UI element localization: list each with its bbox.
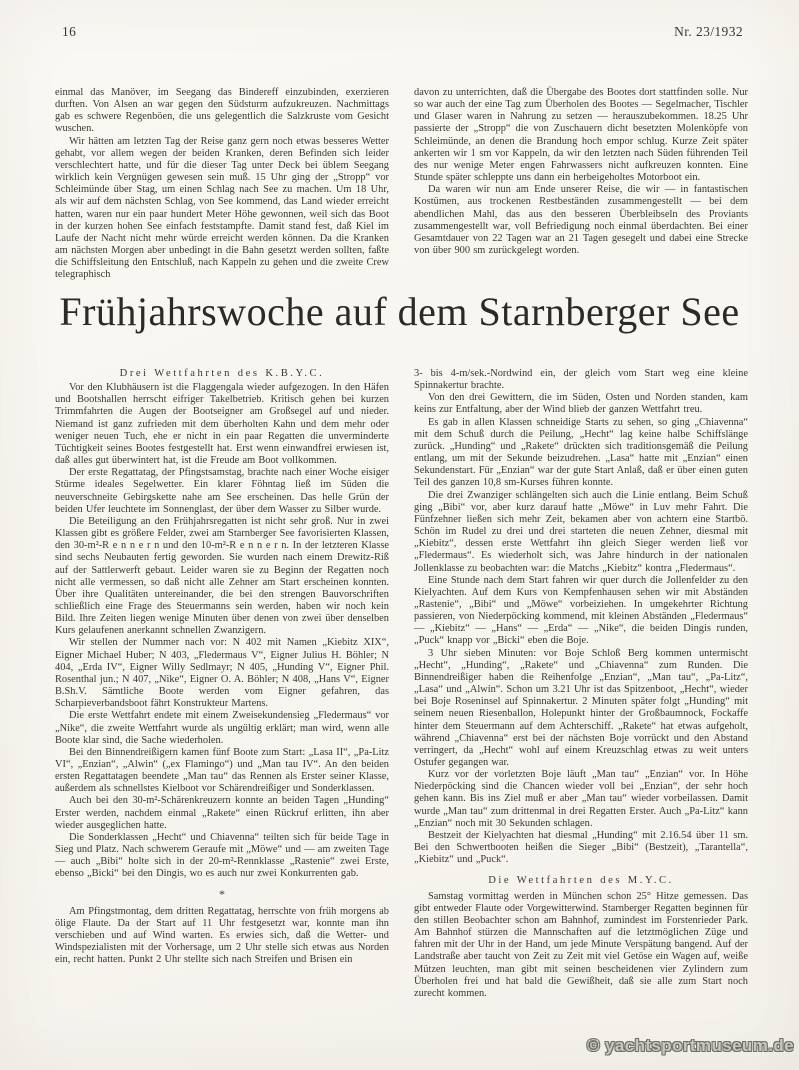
paragraph: Die Beteiligung an den Frühjahrsregatten ist nicht sehr groß. Nur in zwei Klassen gibt es größere Felder, zwei am Starnberger See favorisierten Klassen, den 30-m²-R e n n e r n und den 10-m²-R e n n e r n. In der letzteren Klasse sind sechs Neubauten fertig geworden. Sie wurden nach einem Drewitz-Riß auf der Sattlerwerft gebaut. Leider waren sie zu Beginn der Regatten noch nicht alle vermessen, so daß nicht alle Zehner am Start erscheinen konnten. Über ihre Qualitäten untereinander, die bei den strengen Bauvorschriften schließlich eine Frage des Steuermanns sein werden, haben wir noch kein Bild. Ihre Zeiten liegen wenige Minuten über denen von zwei über denselben Kurs gelaufenen anerkannt schnellen Zwanzigern.	[55, 515, 389, 637]
issue-number: Nr. 23/1932	[674, 24, 743, 39]
paragraph: 3 Uhr sieben Minuten: vor Boje Schloß Berg kommen untermischt „Hecht“, „Hunding“, „Rakete“ und „Chiavenna“ zum Runden. Die Binnendreißiger haben die Reihenfolge „Enzian“, „Man tau“, „Pa-Litz“, „Lasa“ und „Alwin“. Schon um 3.21 Uhr ist das Spitzenboot, „Hecht“, wieder bei Boje Roseninsel auf Spinnakertur. 2 Minuten später folgt „Hunding“ mit seinem neuen Riesenballon, Holepunkt hinter der Großbaumnock, Fockaffe hinter dem Steuermann auf dem Achterschiff. „Rakete“ hat etwas aufgeholt, während „Chiavenna“ erst bei der nächsten Boje vorrückt und den Abstand verringert, da „Hecht“ wohl auf einem Kreuzschlag etwas zu weit unters Ostufer gegangen war.	[414, 647, 748, 768]
kbyc-section-heading: Drei Wettfahrten des K.B.Y.C.	[119, 368, 325, 379]
page-number: 16	[62, 24, 77, 39]
section-separator-star: *	[219, 886, 225, 901]
paragraph: Am Pfingstmontag, dem dritten Regattatag, herrschte von früh morgens ab ölige Flaute. Da der Start auf 11 Uhr festgesetzt war, konnte man ihn verschieben und auf Wind warten. Es erwies sich, daß die Wetter- und Windspezialisten mit der Vorhersage, um 2 Uhr stelle sich etwas aus Norden ein, recht hatten. Punkt 2 Uhr stellte sich nach Streifen und Brisen ein	[55, 905, 389, 966]
main-article-section	[55, 368, 748, 1000]
paragraph: Samstag vormittag werden in München schon 25° Hitze gemessen. Das gibt entweder Flaute oder Vorgewitterwind. Starnberger Regatten beginnen für den stillen Beobachter schon am Bahnhof, zumindest im Forstenrieder Park. Am Bahnhof stürzen die Mannschaften auf die letztmöglichen Züge und fahren mit der Uhr in der Hand, um jede Minute Verspätung bangend. Auf der Landstraße aber taucht von Zeit zu Zeit mit viel Getöse ein Wagen auf, weiße Mützen leuchten, man gibt mit seinen bescheidenen vier Zylindern zum Überholen frei und hat bald die Gewißheit, daß sie alle zum Start noch zurecht kommen.	[414, 890, 748, 999]
paragraph: Die Sonderklassen „Hecht“ und Chiavenna“ teilten sich für beide Tage in Sieg und Platz. Nach schwerem Geraufe mit „Möwe“ und — am zweiten Tage — auch „Bibi“ holte sich in der 20-m²-Rennklasse „Rastenie“ zwei Erste, ebenso „Bicki“ bei den Dingis, wo es auch nur zwei Konkurrenten gab.	[55, 831, 389, 880]
paragraph: Die drei Zwanziger schlängelten sich auch die Linie entlang. Beim Schuß ging „Bibi“ vor, aber kurz darauf hatte „Möwe“ in Luv mehr Fahrt. Die Fünfzehner ließen sich mehr Zeit, bekamen aber von achtern eine Startbö. Schön im Rudel zu drei und drei starteten die neuen Zehner, diesmal mit „Kiebitz“, dessen erste Wettfahrt ihn gleich Sieger werden ließ vor „Fledermaus“. Es wiederholt sich, was Jahre hindurch in der nationalen Jollenklasse zu beobachten war: die Matchs „Kiebitz“ kontra „Fledermaus“.	[414, 489, 748, 574]
paragraph: davon zu unterrichten, daß die Übergabe des Bootes dort stattfinden solle. Nur so war auch der eine Tag zum Überholen des Bootes — Segelmacher, Tischler und Glaser waren in Nahrung zu setzen — herauszubekommen. 18.25 Uhr passierte der „Stropp“ die von Zuschauern dicht besetzten Molenköpfe von Schleimünde, an denen die Brandung hoch empor schlug. Kurze Zeit später ankerten wir 1 sm vor Kappeln, da wir den letzten nach Süden führenden Teil des nur wenige Meter engen Fahrwassers nicht aufkreuzen konnten. Eine Stunde später schleppte uns dann ein herbeigeholtes Motorboot ein.	[414, 87, 748, 184]
page-header	[62, 24, 743, 40]
continued-article-right-column	[414, 87, 748, 282]
article-headline: Frühjahrswoche auf dem Starnberger See	[59, 289, 740, 334]
paragraph: Auch bei den 30-m²-Schärenkreuzern konnte an beiden Tagen „Hunding“ Erster werden, nachdem einmal „Rakete“ einen Rückruf erlitten, ihn aber wieder ausgeglichen hatte.	[55, 795, 389, 831]
continued-article-left-column	[55, 87, 389, 282]
paragraph: Es gab in allen Klassen schneidige Starts zu sehen, so ging „Chiavenna“ mit dem Schuß durch die Peilung, „Hecht“ lag keine halbe Schiffslänge zurück. „Hunding“ und „Rakete“ drückten sich traditionsgemäß die Peilung entlang, um mit der Sekunde beizudrehen. „Lasa“ hatte mit „Enzian“ einen Sekundenstart. Für „Enzian“ war der gute Start Anlaß, daß er über einen guten Teil des ganzen 10,8 sm-Kurses führen konnte.	[414, 416, 748, 489]
paragraph: Da waren wir nun am Ende unserer Reise, die wir — in fantastischen Kostümen, aus trockenen Restbeständen zusammengestellt — bei dem abendlichen Mahl, das aus den besseren Überbleibseln des Proviants zusammengestellt war, voll Befriedigung noch einmal überdachten. Bei einer Gesamtdauer von 22 Tagen war an 21 Tagen gesegelt und dabei eine Strecke von über 900 sm zurückgelegt worden.	[414, 184, 748, 257]
main-article-right-column	[414, 368, 748, 1000]
kbyc-paragraphs-after-separator	[55, 906, 389, 967]
paragraph: Wir hätten am letzten Tag der Reise ganz gern noch etwas besseres Wetter gehabt, vor allem wegen der beiden Kranken, deren Befinden sich leider verschlechtert hatte, und für die dieser Tag unter Deck bei üblem Seegang wirklich kein Vergnügen gewesen sein muß. 15 Uhr ging der „Stropp“ vor Schleimünde über Stag, um einen Schlag nach See zu machen. Um 18 Uhr, als wir auf dem nächsten Schlag, von See kommend, das Land wieder erreicht hatten, waren nur ein paar hundert Meter Höhe gewonnen, weil sich das Boot in der kurzen hohen See einfach feststampfte. Damit stand fest, daß Kiel im Laufe der Nacht nicht mehr würde erreicht werden können. Da die Kranken am nächsten Morgen aber unbedingt in die Bahn gesetzt werden sollten, faßte die Schiffsleitung den Entschluß, nach Kappeln zu gehen und die zweite Crew telegraphisch	[55, 135, 389, 281]
paragraph: Wir stellen der Nummer nach vor: N 402 mit Namen „Kiebitz XIX“, Eigner Michael Huber; N 403, „Fledermaus V“, Eigner Julius H. Böhler; N 404, „Erda IV“, Eigner Willy Sedlmayr; N 405, „Hunding V“, Eigner Phil. Rosenthal jun.; N 407, „Nike“, Eigner O. A. Böhler; N 408, „Hans V“, Eigner B.Sh.V. Sämtliche Boote werden vom Eigner gefahren, das Scharpieverbandsboot fährt Konstrukteur Martens.	[55, 637, 389, 710]
paragraph: Die erste Wettfahrt endete mit einem Zweisekundensieg „Fledermaus“ vor „Nike“, die zweite Wettfahrt wurde als ungültig erklärt; man wird, wenn alle Boote klar sind, die Sache wiederholen.	[55, 710, 389, 746]
paragraph: 3- bis 4-m/sek.-Nordwind ein, der gleich vom Start weg eine kleine Spinnakertur brachte.	[414, 368, 748, 392]
main-article-left-column	[55, 368, 389, 1000]
paragraph: Von den drei Gewittern, die im Süden, Osten und Norden standen, kam keins zur Entfaltung, aber der Wind blieb der ganzen Wettfahrt treu.	[414, 392, 748, 416]
paragraph: Vor den Klubhäusern ist die Flaggengala wieder aufgezogen. In den Häfen und Bootshallen herrscht eifriger Takelbetrieb. Kritisch gehen bei kurzen Trimmfahrten die Augen der Bootseigner am Großsegel auf und nieder. Niemand ist ganz zufrieden mit dem überholten Kahn und dem mehr oder weniger neuen Tuch, ehe er nicht in ein paar Regatten die unverminderte Tüchtigkeit seines Bootes festgestellt hat. Erst wenn einwandfrei erwiesen ist, daß alles gut überwintert hat, ist die Freude am Boot vollkommen.	[55, 382, 389, 467]
paragraph: Kurz vor der vorletzten Boje läuft „Man tau“ „Enzian“ vor. In Höhe Niederpöcking sind die Chancen wieder voll bei „Enzian“, der sehr hoch gehen kann. Bis ins Ziel muß er aber „Man tau“ wieder vorbeilassen. Damit wurde „Man tau“ zum drittenmal in drei Regatten Erster. Auch „Pa-Litz“ kann „Enzian“ noch mit 30 Sekunden schlagen.	[414, 769, 748, 829]
paragraph: Der erste Regattatag, der Pfingstsamstag, brachte nach einer Woche eisiger Stürme ideales Segelwetter. Ein klarer Föhntag ließ im Süden die neuverschneite Gebirgskette nahe am See erscheinen. Das helle Grün der beiden Ufer leuchtete im Sonnenglast, der über dem Wasser zu Silber wurde.	[55, 467, 389, 515]
kbyc-paragraphs	[55, 382, 389, 880]
paragraph: einmal das Manöver, im Seegang das Bindereff einzubinden, exerzieren durften. Von Alsen an war gegen den Südsturm aufzukreuzen. Nachmittags gab es schwere Regenböen, die uns gelegentlich die Salzkruste vom Gesicht wuschen.	[55, 87, 389, 135]
continued-article-section	[55, 87, 748, 282]
myc-section-heading: Die Wettfahrten des M.Y.C.	[488, 875, 674, 887]
kbyc-continued-paragraphs	[414, 368, 748, 866]
myc-paragraphs	[414, 891, 748, 1000]
paragraph: Eine Stunde nach dem Start fahren wir quer durch die Jollenfelder zu den Kielyachten. Auf dem Kurs von Kempfenhausen sehen wir mit Abständen „Rastenie“, „Bibi“ und „Möwe“ vorbeiziehen. In umgekehrter Richtung passieren, von Niederpöcking kommend, mit kleinen Abständen „Fledermaus“ — „Kiebitz“ — „Hans“ — „Erda“ — „Nike“, die beiden Dingis runden, „Puck“ knapp vor „Bicki“ eben die Boje.	[414, 574, 748, 647]
paragraph: Bei den Binnendreißigern kamen fünf Boote zum Start: „Lasa II“, „Pa-Litz VI“, „Enzian“, „Alwin“ („ex Flamingo“) und „Man tau IV“. An den beiden ersten Regattatagen beendete „Man tau“ das Rennen als Erster seiner Klasse, außerdem als schnellstes Kielboot vor Schärendreißiger und Sonderklassen.	[55, 746, 389, 795]
watermark: © yachtsportmuseum.de	[586, 1036, 794, 1055]
paragraph: Bestzeit der Kielyachten hat diesmal „Hunding“ mit 2.16.54 über 11 sm. Bei den Schwertbooten heißen die Sieger „Bibi“ (Bestzeit), „Tarantella“, „Kiebitz“ und „Puck“.	[414, 829, 748, 866]
